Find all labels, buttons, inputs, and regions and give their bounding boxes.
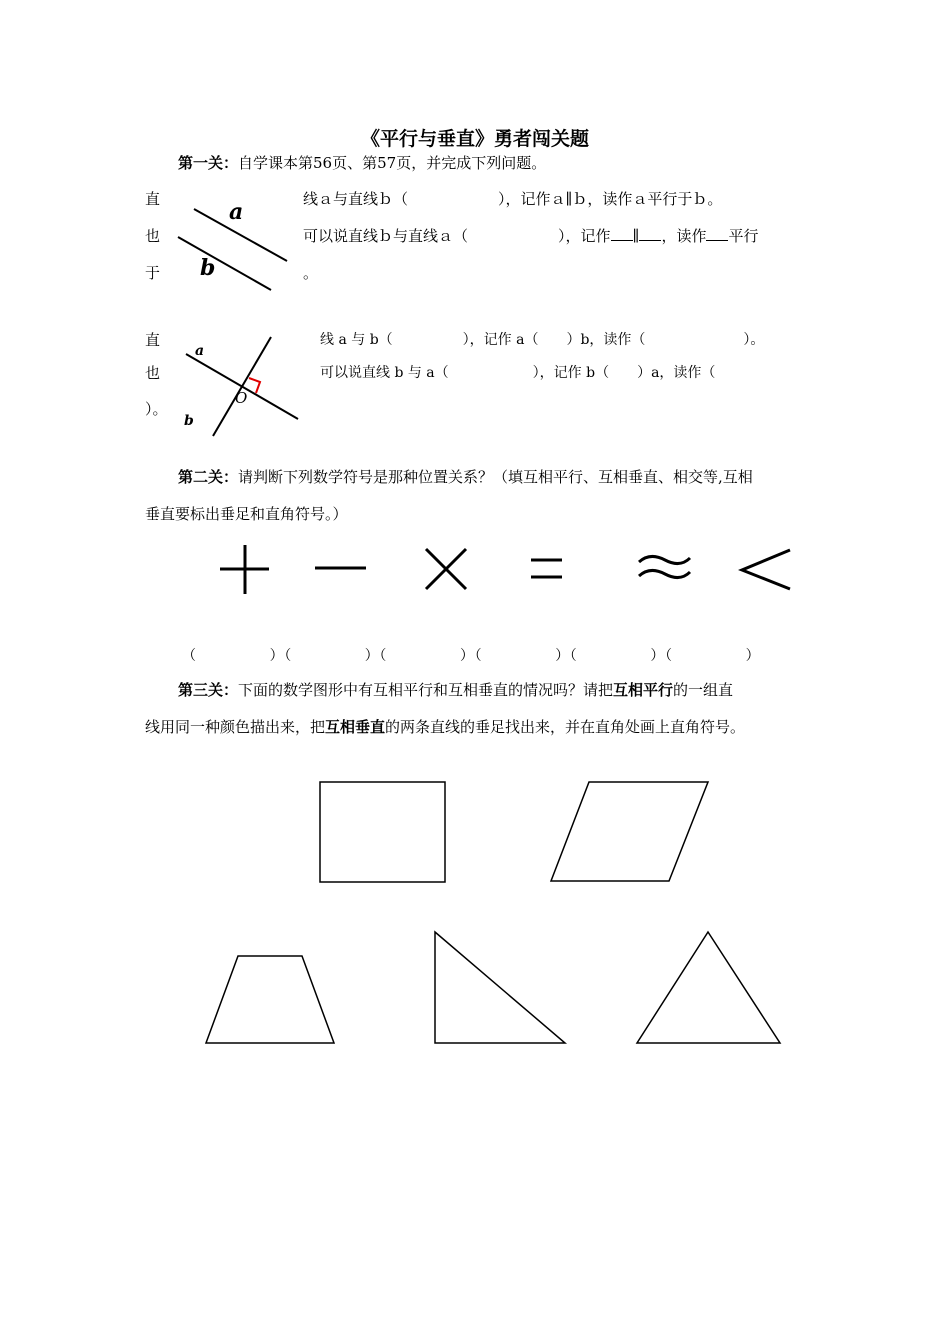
plus-symbol bbox=[220, 545, 269, 594]
fig1-label-a: a bbox=[229, 199, 244, 225]
fig2-label-o: O bbox=[235, 389, 248, 407]
level2-answers: （ ）（ ）（ ）（ ）（ ）（ ） bbox=[182, 648, 761, 664]
level3-bold-parallel: 互相平行 bbox=[613, 681, 674, 699]
level3-text-2a: 线用同一种颜色描出来，把 bbox=[145, 718, 326, 736]
fig2-text-2: 可以说直线 b 与 a（ ），记作 b（ ）a，读作（ bbox=[320, 365, 716, 381]
fig1-text-2c: ，读作 bbox=[661, 227, 707, 245]
fig1-side-2: 也 bbox=[145, 227, 161, 245]
blank-3[interactable] bbox=[706, 226, 728, 241]
fig1-text-2 bbox=[303, 225, 758, 246]
times-symbol bbox=[426, 549, 466, 589]
blank-2[interactable] bbox=[639, 226, 661, 241]
equals-symbol bbox=[531, 560, 562, 577]
page-title: 《平行与垂直》勇者闯关题 bbox=[360, 128, 589, 150]
fig1-text-2b: ∥ bbox=[632, 227, 640, 245]
fig2-side-3: ）。 bbox=[145, 400, 168, 418]
fig1-side-1: 直 bbox=[145, 190, 161, 208]
math-symbols-row bbox=[210, 540, 810, 600]
fig1-text-2a: 可以说直线ｂ与直线ａ（ ），记作 bbox=[303, 227, 611, 245]
line-b bbox=[213, 337, 271, 436]
blank-1[interactable] bbox=[611, 226, 633, 241]
level3-bold-perpendicular: 互相垂直 bbox=[325, 718, 386, 736]
fig1-text-3: 。 bbox=[303, 264, 319, 282]
trapezoid-shape[interactable] bbox=[206, 956, 334, 1043]
fig1-text-1: 线ａ与直线ｂ（ ），记作ａ∥ｂ，读作ａ平行于ｂ。 bbox=[303, 190, 723, 208]
triangle-shape[interactable] bbox=[637, 932, 780, 1043]
fig1-label-b: b bbox=[200, 255, 216, 281]
level2-question-line1 bbox=[178, 466, 753, 487]
less-than-symbol bbox=[742, 550, 790, 589]
fig1-text-2d: 平行 bbox=[728, 227, 759, 245]
shapes-area bbox=[0, 760, 950, 1060]
level2-label: 第二关： bbox=[178, 468, 239, 486]
right-triangle-shape[interactable] bbox=[435, 932, 565, 1043]
level3-text-1b: 的一组直 bbox=[673, 681, 734, 699]
level3-text-2b: 的两条直线的垂足找出来，并在直角处画上直角符号。 bbox=[385, 718, 746, 736]
approx-symbol bbox=[639, 556, 690, 577]
level1-heading bbox=[178, 152, 546, 173]
level2-question-line2: 垂直要标出垂足和直角符号。） bbox=[145, 505, 348, 523]
fig2-label-a: a bbox=[195, 343, 205, 359]
level3-text-1a: 下面的数学图形中有互相平行和互相垂直的情况吗？请把 bbox=[238, 681, 614, 699]
level3-line1 bbox=[178, 679, 733, 700]
fig2-side-1: 直 bbox=[145, 331, 161, 349]
level2-question-1: 请判断下列数学符号是那种位置关系？（填互相平行、互相垂直、相交等,互相 bbox=[238, 468, 753, 486]
level1-label: 第一关： bbox=[178, 154, 239, 172]
level1-intro: 自学课本第56页、第57页，并完成下列问题。 bbox=[238, 154, 547, 172]
parallelogram-shape[interactable] bbox=[551, 782, 708, 881]
level3-line2 bbox=[145, 716, 745, 737]
fig1-side-3: 于 bbox=[145, 264, 161, 282]
rectangle-shape[interactable] bbox=[320, 782, 445, 882]
fig2-text-1: 线 a 与 b（ ），记作 a（ ）b，读作（ ）。 bbox=[320, 332, 765, 348]
level3-label: 第三关： bbox=[178, 681, 239, 699]
fig2-label-b: b bbox=[184, 413, 194, 429]
fig2-side-2: 也 bbox=[145, 364, 161, 382]
